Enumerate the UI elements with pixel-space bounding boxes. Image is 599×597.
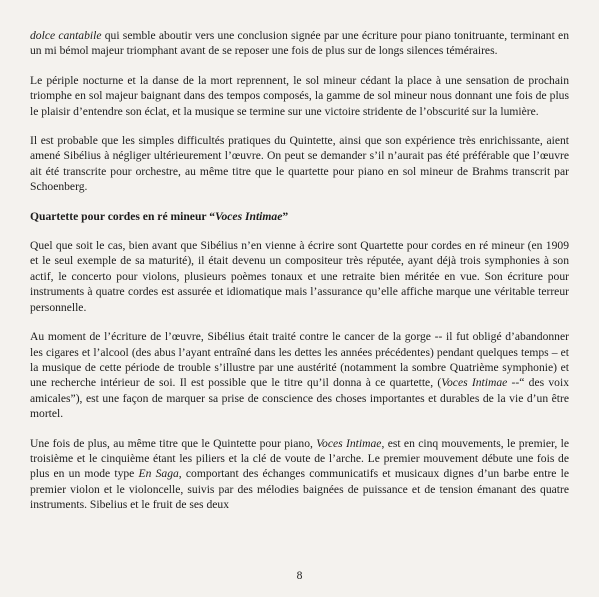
paragraph-3 <box>30 133 569 195</box>
text-run: --“ des voix amicales”), est une façon de marquer sa prise de conscience des choses importantes et durables de la vie d’un être mortel. <box>30 376 569 421</box>
text-run: ” <box>282 209 289 223</box>
text-run: , comportant des échanges communicatifs et musicaux dignes d’un barbe entre le premier violon et le violoncelle, suivis par des mélodies baignées de puissance et de tension émanant des quatre instruments. Sibelius et le fruit de ses deux <box>30 467 570 512</box>
text-run: Quel que soit le cas, bien avant que Sibélius n’en vienne à écrire sont Quartette pour cordes en ré mineur (en 1909 et le seul exemple de sa maturité), il était devenu un compositeur très réputée, ayant déjà trois symphonies à son actif, le concerto pour violons, plusieurs poèmes tonaux et une retraite bien méritée en vue. Son écriture pour instruments à quatre cordes est assurée et idiomatique mais l’assurance qu’elle affiche marque une véritable terreur personnelle. <box>30 239 569 314</box>
text-run: dolce cantabile <box>30 29 102 42</box>
text-run: Le périple nocturne et la danse de la mort reprennent, le sol mineur cédant la place à une sensation de prochain triomphe en sol majeur baignant dans des tempos composés, la gamme de sol mineur nous donnant une fois de plus le plaisir d’entendre son éclat, et la musique se termine sur une victoire stridente de l’obscurité sur la lumière. <box>30 73 569 118</box>
paragraph-1 <box>30 28 569 59</box>
text-run: Voces Intimae <box>441 376 508 390</box>
section-heading <box>30 209 569 224</box>
text-run: En Saga <box>138 467 179 481</box>
text-run: Au moment de l’écriture de l’œuvre, Sibélius était traité contre le cancer de la gorge -- il fut obligé d’abandonner les cigares et l’alcool (des abus l’ayant entraîné dans les dettes les années précédentes) pendant quelques temps – et la musique de cette période de trouble s’illustre par une austérité (notamment la sombre Quatrième symphonie) et une recherche intérieur de soi. Il est possible que le titre qu’il donna à ce quartette, ( <box>30 330 569 390</box>
text-run: Voces Intimae <box>316 436 382 450</box>
text-run: Quartette pour cordes en ré mineur “ <box>30 209 216 223</box>
paragraph-5 <box>30 329 569 421</box>
paragraph-2 <box>30 73 569 119</box>
paragraph-4 <box>30 238 569 315</box>
text-run: qui semble aboutir vers une conclusion signée par une écriture pour piano tonitruante, terminant en un mi bémol majeur triomphant avant de se reposer une fois de plus sur de longs silences téméraires. <box>30 29 569 58</box>
text-run: , est en cinq mouvements, le premier, le troisième et le cinquième étant les piliers et la clé de voute de l’arche. Le premier mouvement débute une fois de plus en un mode type <box>30 436 569 481</box>
page-number: 8 <box>296 569 303 582</box>
paragraph-6 <box>30 436 569 513</box>
text-run: Il est probable que les simples difficultés pratiques du Quintette, ainsi que son expérience très enrichissante, aient amené Sibélius à négliger ultérieurement l’œuvre. On peut se demander s’il n’aurait pas été préférable que l’œuvre ait été transcrite pour orchestre, au même titre que le quartette pour piano en sol mineur de Brahms transcrit par Schoenberg. <box>30 134 569 194</box>
text-run: Voces Intimae <box>215 209 283 223</box>
text-run: Une fois de plus, au même titre que le Quintette pour piano, <box>30 436 317 450</box>
